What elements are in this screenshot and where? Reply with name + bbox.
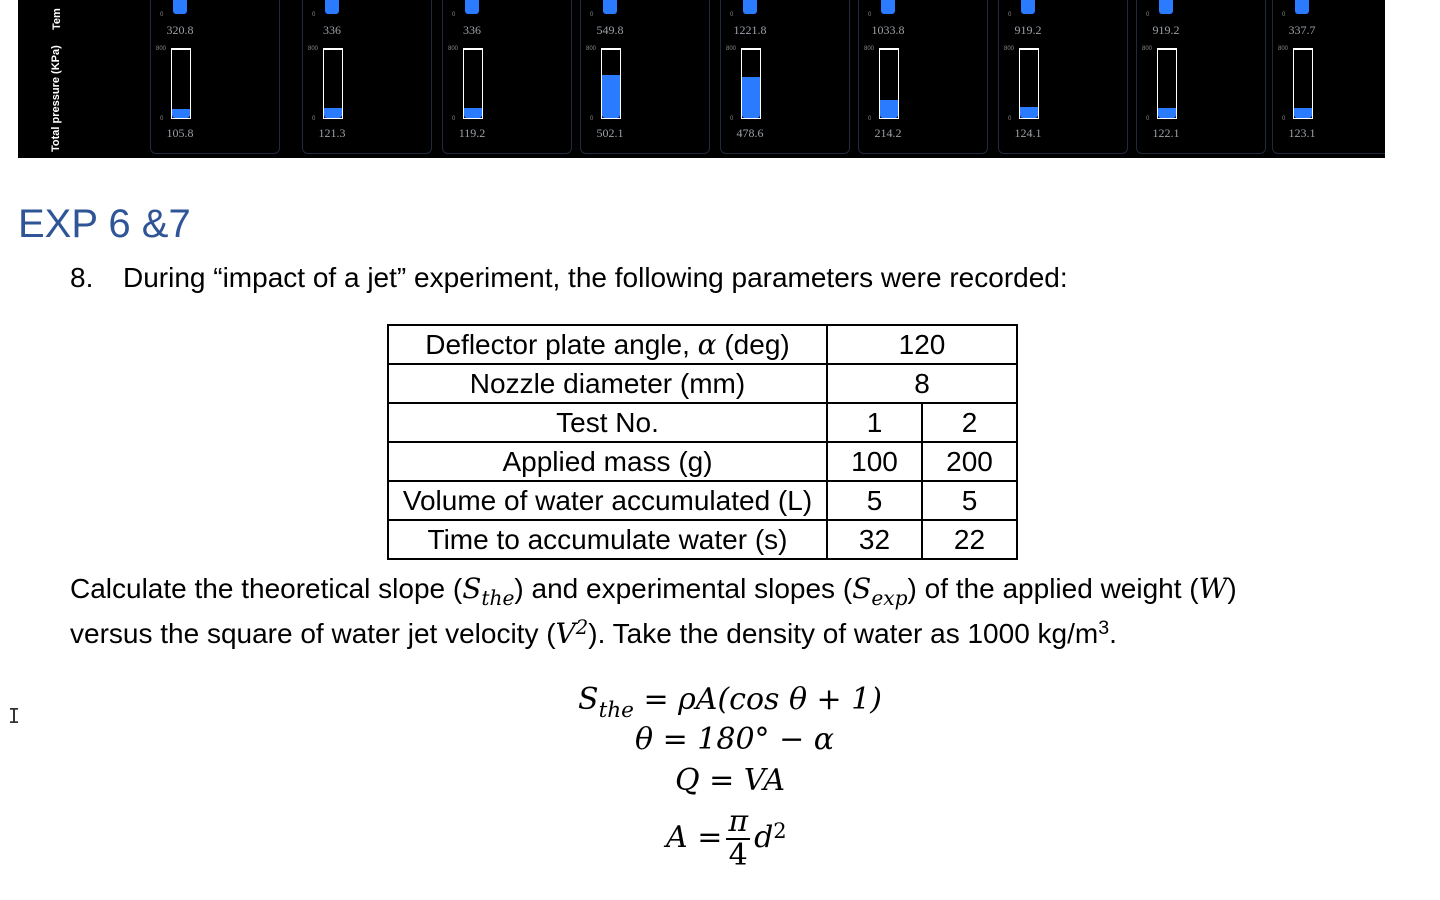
tick-label: 0 [868, 116, 872, 122]
tick-label: 0 [868, 12, 872, 18]
tick-label: 0 [590, 116, 594, 122]
table-row [388, 481, 1017, 520]
parameters-table [387, 324, 1018, 560]
temperature-value: 549.8 [596, 23, 624, 37]
temperature-bar [173, 0, 187, 14]
pressure-tube [879, 48, 899, 119]
tick-label: 800 [1142, 46, 1153, 52]
instrument-panel-image [18, 0, 1385, 158]
pressure-tube [463, 48, 483, 119]
table-row [388, 325, 1017, 364]
pressure-value: 214.2 [874, 126, 902, 140]
temperature-bar [465, 0, 479, 14]
weight-symbol: W [1198, 572, 1228, 605]
pressure-value: 502.1 [596, 126, 624, 140]
tick-label: 0 [452, 12, 456, 18]
tick-label: 0 [730, 12, 734, 18]
cell-test-2: 5 [922, 481, 1017, 520]
pressure-tube [601, 48, 621, 119]
pressure-value: 122.1 [1152, 126, 1180, 140]
pressure-tube [741, 48, 761, 119]
cell-test-1: 5 [827, 481, 922, 520]
row-label: Test No. [388, 403, 827, 442]
pressure-fill [324, 108, 342, 118]
tick-label: 0 [1282, 12, 1286, 18]
temperature-row-label: Tem [51, 8, 63, 30]
temperature-bar [1021, 0, 1035, 14]
temperature-value: 320.8 [166, 23, 194, 37]
cell-test-1: 32 [827, 520, 922, 559]
equation-flow: Q = VA [675, 763, 786, 798]
angle-label: Deflector plate angle, α (deg) [388, 325, 827, 364]
row-label: Volume of water accumulated (L) [388, 481, 827, 520]
text-cursor-icon: I [8, 704, 21, 728]
question-text: During “impact of a jet” experiment, the following parameters were recorded: [123, 262, 1068, 293]
instruction-paragraph-line-1: Calculate the theoretical slope $(S_{the})$ and experimental slopes $(S_{exp})$ of the applied weight (W) [70, 572, 1237, 611]
instruction-paragraph-line-2: versus the square of water jet velocity $(V^2)$. Take the density of water as 1000 $kg/m^3$. [70, 616, 1117, 650]
tick-label: 800 [1278, 46, 1289, 52]
tick-label: 800 [864, 46, 875, 52]
temperature-bar [743, 0, 757, 14]
pressure-tube [171, 48, 191, 119]
angle-value: 120 [827, 325, 1017, 364]
pressure-fill [464, 108, 482, 118]
temperature-bar [325, 0, 339, 14]
tick-label: 800 [448, 46, 459, 52]
temperature-value: 1033.8 [871, 23, 905, 37]
cell-test-2: 22 [922, 520, 1017, 559]
tick-label: 0 [1146, 116, 1150, 122]
table-row [388, 442, 1017, 481]
pressure-tube [1157, 48, 1177, 119]
pressure-value: 124.1 [1014, 126, 1042, 140]
nozzle-value: 8 [827, 364, 1017, 403]
temperature-bar [1295, 0, 1309, 14]
pressure-tube [1293, 48, 1313, 119]
table-row [388, 520, 1017, 559]
temperature-bar [881, 0, 895, 14]
pressure-tube [323, 48, 343, 119]
nozzle-label: Nozzle diameter (mm) [388, 364, 827, 403]
tick-label: 800 [1004, 46, 1015, 52]
tick-label: 800 [586, 46, 597, 52]
tick-label: 0 [160, 116, 164, 122]
question-line [70, 262, 1068, 294]
tick-label: 0 [1282, 116, 1286, 122]
equation-theta: θ = 180° − α [635, 722, 834, 757]
tick-label: 800 [156, 46, 167, 52]
table-row [388, 364, 1017, 403]
tick-label: 800 [308, 46, 319, 52]
pressure-tube [1019, 48, 1039, 119]
velocity-symbol: V [555, 617, 576, 650]
pressure-fill [172, 109, 190, 118]
s-exp-symbol: S [852, 572, 872, 605]
temperature-value: 336 [323, 23, 341, 37]
fraction: $\frac{\pi}{4}$ [728, 804, 749, 873]
tick-label: 0 [730, 116, 734, 122]
question-number: 8. [70, 262, 94, 293]
alpha-symbol: α [697, 328, 717, 361]
tick-label: 0 [1008, 116, 1012, 122]
temperature-bar [603, 0, 617, 14]
pressure-value: 123.1 [1288, 126, 1316, 140]
tick-label: 0 [312, 116, 316, 122]
table-row [388, 403, 1017, 442]
equation-slope: $S_{the} = \rho A(\cos$ θ + 1) [578, 682, 883, 723]
temperature-value: 919.2 [1152, 23, 1180, 37]
temperature-value: 336 [463, 23, 481, 37]
pressure-fill [1158, 108, 1176, 118]
pressure-value: 105.8 [166, 126, 194, 140]
pressure-fill [602, 75, 620, 118]
tick-label: 0 [452, 116, 456, 122]
row-label: Time to accumulate water (s) [388, 520, 827, 559]
tick-label: 0 [590, 12, 594, 18]
pressure-fill [880, 100, 898, 118]
equation-area: A = $\frac{\pi}{4}$ $d^2$ [666, 804, 787, 873]
tick-label: 0 [1146, 12, 1150, 18]
row-label: Applied mass (g) [388, 442, 827, 481]
temperature-value: 1221.8 [733, 23, 767, 37]
tick-label: 0 [1008, 12, 1012, 18]
cell-test-2: 2 [922, 403, 1017, 442]
temperature-value: 919.2 [1014, 23, 1042, 37]
temperature-value: 337.7 [1288, 23, 1316, 37]
pressure-fill [742, 77, 760, 118]
pressure-fill [1294, 108, 1312, 118]
tick-label: 800 [726, 46, 737, 52]
cell-test-1: 100 [827, 442, 922, 481]
pressure-row-label: Total pressure (KPa) [50, 45, 62, 152]
pressure-value: 121.3 [318, 126, 346, 140]
pressure-value: 478.6 [736, 126, 764, 140]
s-the-symbol: S [462, 572, 482, 605]
pressure-fill [1020, 107, 1038, 118]
cell-test-1: 1 [827, 403, 922, 442]
temperature-bar [1159, 0, 1173, 14]
section-heading: EXP 6 &7 [18, 202, 191, 246]
tick-label: 0 [312, 12, 316, 18]
cell-test-2: 200 [922, 442, 1017, 481]
pressure-value: 119.2 [458, 126, 486, 140]
tick-label: 0 [160, 12, 164, 18]
